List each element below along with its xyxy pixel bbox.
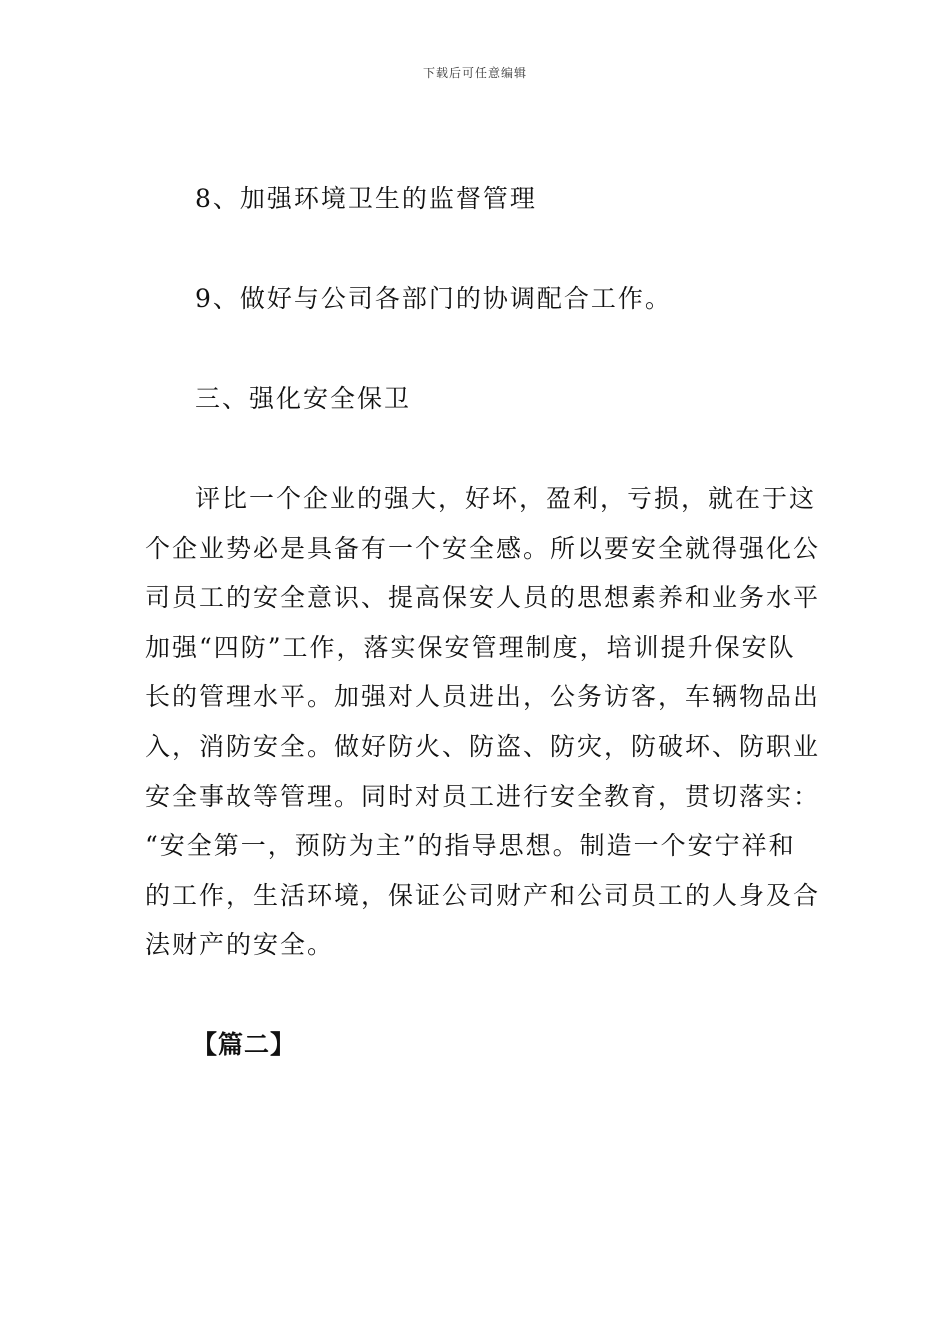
paragraph-line: 法财产的安全。	[145, 930, 335, 960]
body-paragraph	[145, 484, 821, 980]
paragraph-line: “安全第一，预防为主”的指导思想。制造一个安宁祥和	[145, 831, 796, 861]
paragraph-line: 加强“四防”工作，落实保安管理制度，培训提升保安队	[145, 632, 796, 662]
section-tag: 【篇二】	[192, 1030, 297, 1059]
paragraph-line: 入，消防安全。做好防火、防盗、防灾，防破坏、防职业	[145, 731, 821, 761]
paragraph-line: 个企业势必是具备有一个安全感。所以要安全就得强化公	[145, 533, 821, 563]
paragraph-line: 司员工的安全意识、提高保安人员的思想素养和业务水平	[145, 583, 821, 613]
list-item-8: 8、加强环境卫生的监督管理	[195, 184, 537, 213]
list-item-9: 9、做好与公司各部门的协调配合工作。	[195, 284, 672, 313]
paragraph-line: 安全事故等管理。同时对员工进行安全教育，贯切落实：	[145, 781, 821, 811]
page-header: 下载后可任意编辑	[422, 66, 527, 80]
paragraph-line: 评比一个企业的强大，好坏，盈利，亏损，就在于这	[195, 484, 817, 513]
paragraph-line: 的工作，生活环境，保证公司财产和公司员工的人身及合	[145, 880, 821, 910]
section-heading: 三、强化安全保卫	[195, 384, 412, 413]
paragraph-line: 长的管理水平。加强对人员进出，公务访客，车辆物品出	[145, 682, 821, 712]
